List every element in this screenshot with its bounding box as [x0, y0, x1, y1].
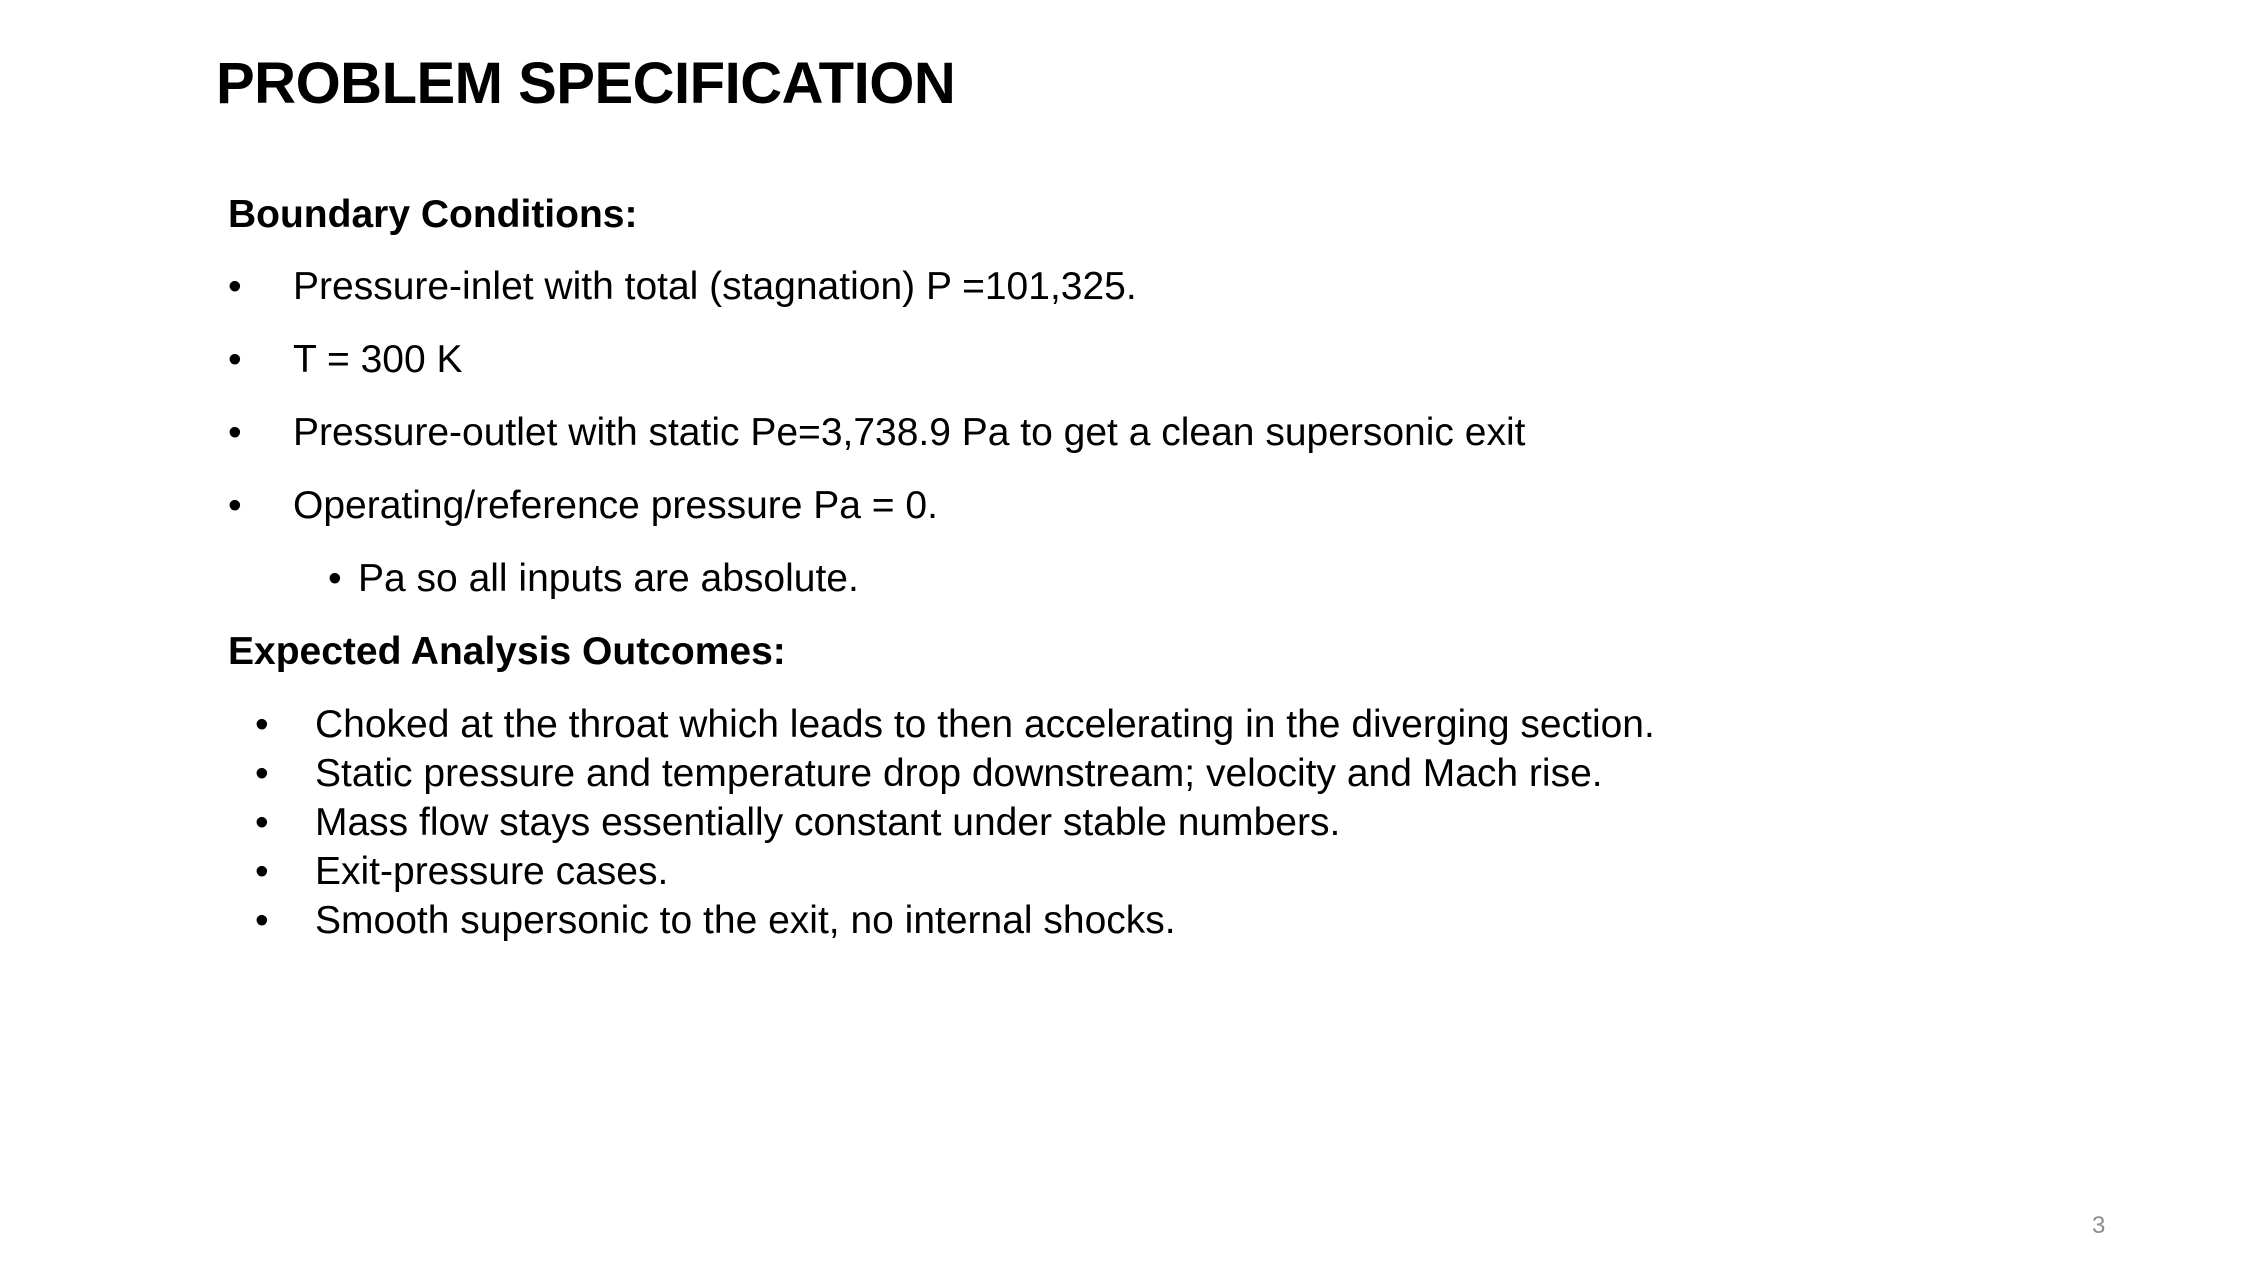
list-item-text: Pressure-inlet with total (stagnation) P =101,325. — [293, 265, 1137, 308]
list-item-text: Pa so all inputs are absolute. — [358, 557, 859, 600]
bullet: • — [228, 484, 242, 527]
slide-title: PROBLEM SPECIFICATION — [216, 51, 956, 116]
page-number: 3 — [2092, 1212, 2106, 1239]
boundary-conditions-heading: Boundary Conditions: — [228, 193, 638, 236]
list-item-text: Operating/reference pressure Pa = 0. — [293, 484, 938, 527]
bullet: • — [255, 850, 269, 893]
list-item-text: Static pressure and temperature drop downstream; velocity and Mach rise. — [315, 752, 1603, 795]
bullet: • — [255, 899, 269, 942]
bullet: • — [255, 752, 269, 795]
bullet: • — [255, 801, 269, 844]
list-item-text: Exit-pressure cases. — [315, 850, 669, 893]
bullet: • — [228, 265, 242, 308]
list-item-text: T = 300 K — [293, 338, 463, 381]
bullet: • — [228, 411, 242, 454]
expected-outcomes-heading: Expected Analysis Outcomes: — [228, 630, 786, 673]
list-item-text: Smooth supersonic to the exit, no internal shocks. — [315, 899, 1176, 942]
bullet: • — [228, 338, 242, 381]
list-item-text: Mass flow stays essentially constant under stable numbers. — [315, 801, 1341, 844]
bullet: • — [328, 557, 342, 600]
list-item-text: Pressure-outlet with static Pe=3,738.9 Pa to get a clean supersonic exit — [293, 411, 1526, 454]
bullet: • — [255, 703, 269, 746]
list-item-text: Choked at the throat which leads to then accelerating in the diverging section. — [315, 703, 1655, 746]
